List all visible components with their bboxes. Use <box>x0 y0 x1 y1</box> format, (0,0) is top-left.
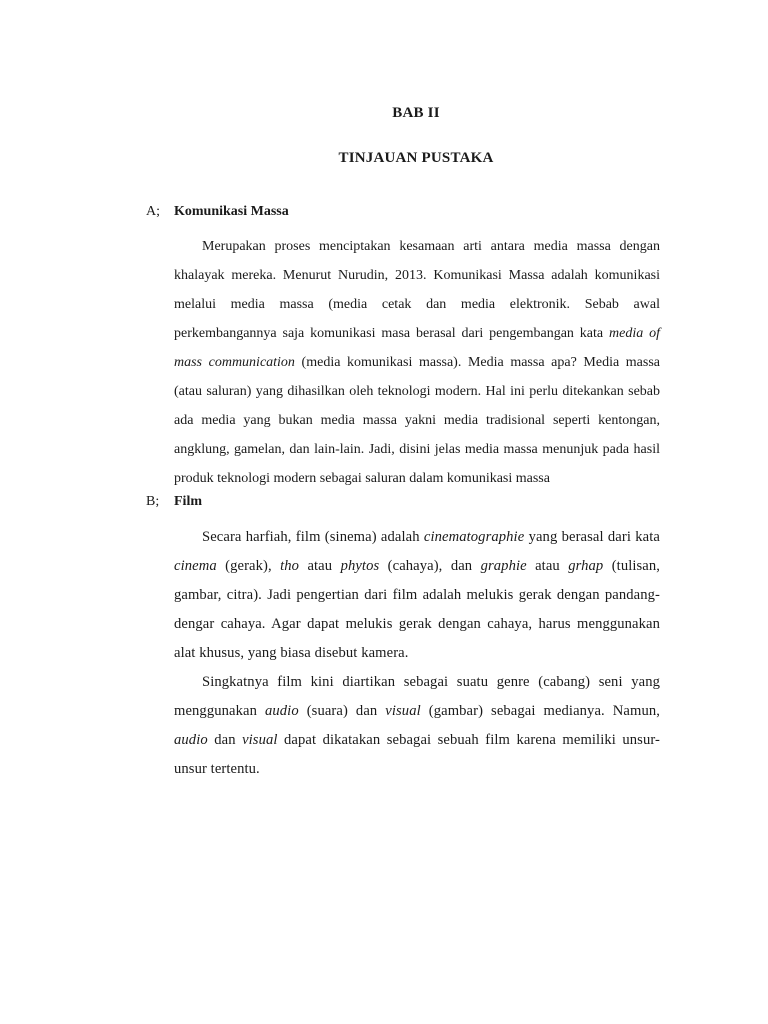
section-heading: Film <box>174 494 202 509</box>
paragraph <box>174 232 660 493</box>
section-film <box>146 494 660 784</box>
section-marker: B; <box>146 494 160 509</box>
section-header <box>146 204 660 228</box>
italic-term: tho <box>280 558 300 574</box>
text-run: (suara) dan <box>298 703 386 719</box>
section-heading: Komunikasi Massa <box>174 204 289 219</box>
italic-term: cinema <box>174 558 217 574</box>
text-run: yang berasal dari kata <box>524 529 660 545</box>
paragraph <box>174 668 660 784</box>
italic-term: grhap <box>568 558 604 574</box>
italic-term: media of mass communication <box>174 326 661 370</box>
section-marker: A; <box>146 204 160 219</box>
text-run: atau <box>526 558 569 574</box>
text-run: Merupakan proses menciptakan kesamaan arti antara media massa dengan khalayak mereka. Menurut Nurudin, 2013. Komunikasi Massa adalah komunikasi melalui media massa (media cetak dan media elektronik. Sebab awal perkembangannya saja komunikasi masa berasal dari pengembangan kata <box>174 239 660 341</box>
paragraph <box>174 523 660 668</box>
text-run: (gambar) sebagai medianya. Namun, <box>420 703 660 719</box>
section-body <box>174 232 660 493</box>
italic-term: visual <box>242 732 278 748</box>
text-run: (tulisan, gambar, citra). Jadi pengertian dari film adalah melukis gerak dengan pandang-dengar cahaya. Agar dapat melukis gerak dengan cahaya, harus menggunakan alat khusus, yang biasa disebut kamera. <box>174 558 661 661</box>
text-run: (gerak), <box>216 558 281 574</box>
chapter-label: BAB II <box>392 105 440 121</box>
italic-term: graphie <box>480 558 527 574</box>
text-run: (cahaya), dan <box>379 558 481 574</box>
section-komunikasi-massa <box>146 204 660 493</box>
section-header <box>146 494 660 518</box>
section-body <box>174 523 660 784</box>
italic-term: cinematographie <box>423 529 525 545</box>
text-run: dapat dikatakan sebagai sebuah film karena memiliki unsur-unsur tertentu. <box>174 732 660 777</box>
text-run: dan <box>207 732 243 748</box>
chapter-title: TINJAUAN PUSTAKA <box>338 150 494 166</box>
italic-term: audio <box>264 703 299 719</box>
italic-term: audio <box>174 732 208 748</box>
italic-term: phytos <box>340 558 380 574</box>
text-run: atau <box>299 558 341 574</box>
italic-term: visual <box>385 703 421 719</box>
text-run: Secara harfiah, film (sinema) adalah <box>202 529 424 545</box>
text-run: (media komunikasi massa). Media massa apa? Media massa (atau saluran) yang dihasilkan oleh teknologi modern. Hal ini perlu ditekankan sebab ada media yang bukan media massa yakni media tradisional seperti kentongan, angklung, gamelan, dan lain-lain. Jadi, disini jelas media massa menunjuk pada hasil produk teknologi modern sebagai saluran dalam komunikasi massa <box>174 355 660 486</box>
text-run: Singkatnya film kini diartikan sebagai suatu genre (cabang) seni yang menggunakan <box>174 674 660 719</box>
